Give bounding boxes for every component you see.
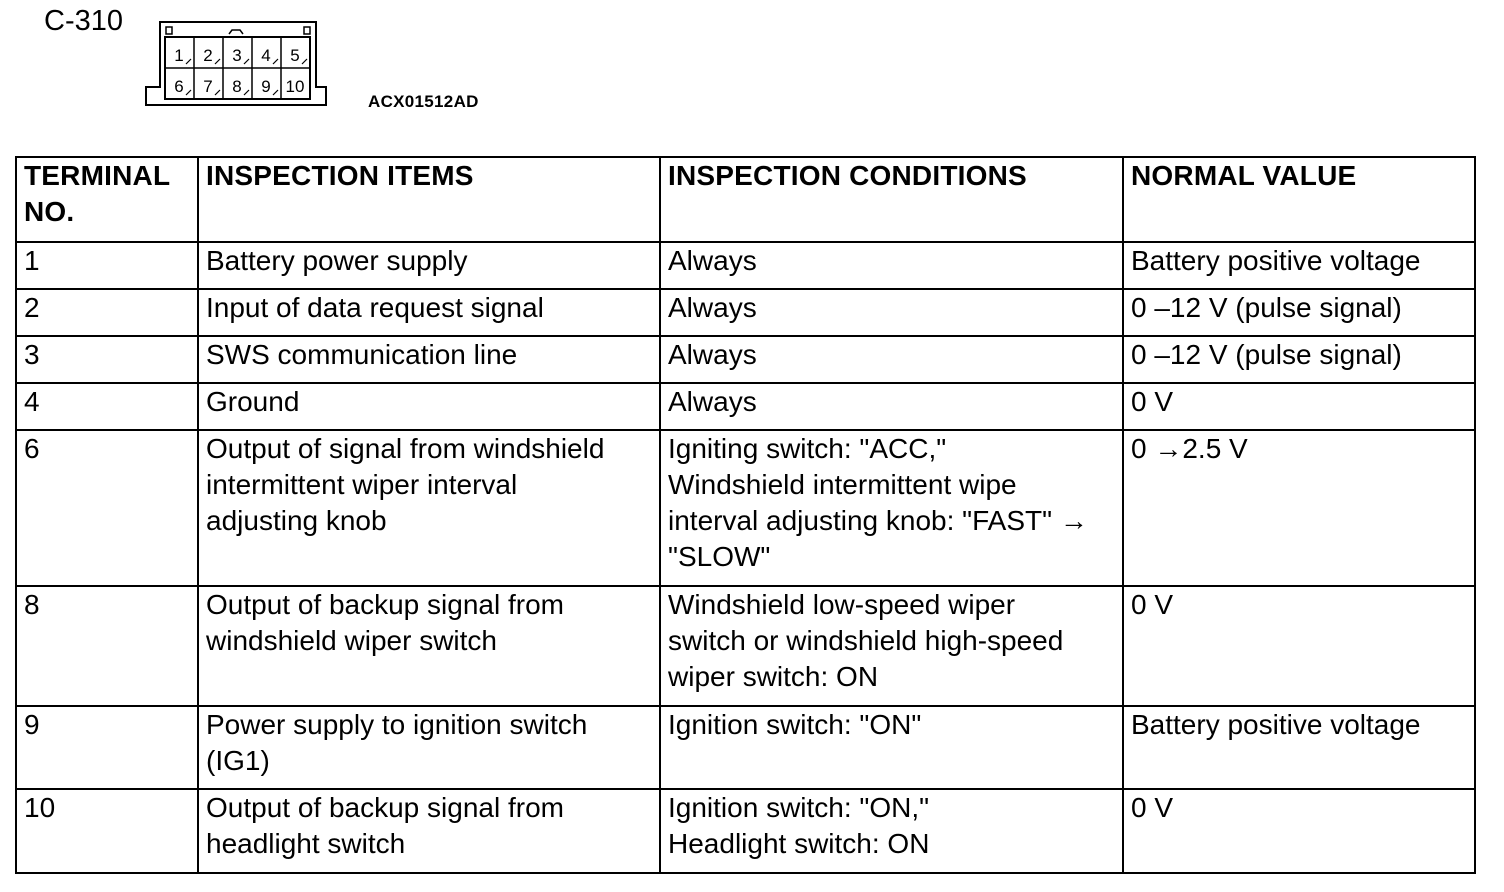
cell-normal: 0 –12 V (pulse signal) bbox=[1123, 336, 1475, 383]
pin-label: 3 bbox=[232, 46, 242, 65]
connector-tab-right bbox=[304, 27, 310, 34]
inspection-table bbox=[15, 156, 1476, 874]
connector-tab-left bbox=[166, 27, 172, 34]
connector-lock-icon bbox=[229, 30, 243, 34]
cell-normal: Battery positive voltage bbox=[1123, 242, 1475, 289]
cell-conditions: Always bbox=[660, 242, 1123, 289]
table-header-row bbox=[16, 157, 1475, 242]
cell-conditions: Windshield low-speed wiper switch or windshield high-speed wiper switch: ON bbox=[660, 586, 1123, 706]
cell-terminal: 9 bbox=[16, 706, 198, 789]
cell-items: Output of signal from windshield intermittent wiper interval adjusting knob bbox=[198, 430, 660, 586]
table-row bbox=[16, 586, 1475, 706]
cell-conditions: Always bbox=[660, 336, 1123, 383]
cell-conditions: Always bbox=[660, 383, 1123, 430]
header-normal: NORMAL VALUE bbox=[1123, 157, 1475, 242]
connector-diagram bbox=[144, 20, 330, 110]
header-conditions: INSPECTION CONDITIONS bbox=[660, 157, 1123, 242]
cell-conditions: Igniting switch: "ACC," Windshield intermittent wipe interval adjusting knob: "FAST" → "SLOW" bbox=[660, 430, 1123, 586]
cell-terminal: 1 bbox=[16, 242, 198, 289]
header-terminal: TERMINAL NO. bbox=[16, 157, 198, 242]
pin-label: 7 bbox=[203, 77, 213, 96]
cell-normal: 0 –12 V (pulse signal) bbox=[1123, 289, 1475, 336]
cell-terminal: 3 bbox=[16, 336, 198, 383]
cell-items: Output of backup signal from headlight switch bbox=[198, 789, 660, 873]
cell-conditions: Ignition switch: "ON" bbox=[660, 706, 1123, 789]
header-items: INSPECTION ITEMS bbox=[198, 157, 660, 242]
cell-normal: 0 V bbox=[1123, 586, 1475, 706]
pin-label: 8 bbox=[232, 77, 242, 96]
cell-conditions: Always bbox=[660, 289, 1123, 336]
table-row bbox=[16, 789, 1475, 873]
cell-terminal: 4 bbox=[16, 383, 198, 430]
pin-label: 6 bbox=[174, 77, 184, 96]
cell-items: SWS communication line bbox=[198, 336, 660, 383]
table-row bbox=[16, 242, 1475, 289]
pin-label: 10 bbox=[285, 77, 305, 96]
table-row bbox=[16, 289, 1475, 336]
pin-label: 1 bbox=[174, 46, 184, 65]
cell-terminal: 8 bbox=[16, 586, 198, 706]
cell-terminal: 2 bbox=[16, 289, 198, 336]
cell-conditions: Ignition switch: "ON," Headlight switch: ON bbox=[660, 789, 1123, 873]
cell-normal: 0 →2.5 V bbox=[1123, 430, 1475, 586]
cell-items: Ground bbox=[198, 383, 660, 430]
table-row bbox=[16, 706, 1475, 789]
pin-label: 5 bbox=[290, 46, 300, 65]
cell-normal: 0 V bbox=[1123, 383, 1475, 430]
figure-code: ACX01512AD bbox=[368, 92, 479, 111]
cell-terminal: 6 bbox=[16, 430, 198, 586]
pin-label: 2 bbox=[203, 46, 213, 65]
cell-items: Power supply to ignition switch (IG1) bbox=[198, 706, 660, 789]
cell-normal: Battery positive voltage bbox=[1123, 706, 1475, 789]
cell-items: Output of backup signal from windshield wiper switch bbox=[198, 586, 660, 706]
connector-id-label: C-310 bbox=[44, 5, 123, 37]
table-row bbox=[16, 383, 1475, 430]
pin-label: 9 bbox=[261, 77, 271, 96]
cell-items: Battery power supply bbox=[198, 242, 660, 289]
cell-terminal: 10 bbox=[16, 789, 198, 873]
cell-items: Input of data request signal bbox=[198, 289, 660, 336]
table-row bbox=[16, 430, 1475, 586]
cell-normal: 0 V bbox=[1123, 789, 1475, 873]
table-row bbox=[16, 336, 1475, 383]
pin-label: 4 bbox=[261, 46, 271, 65]
